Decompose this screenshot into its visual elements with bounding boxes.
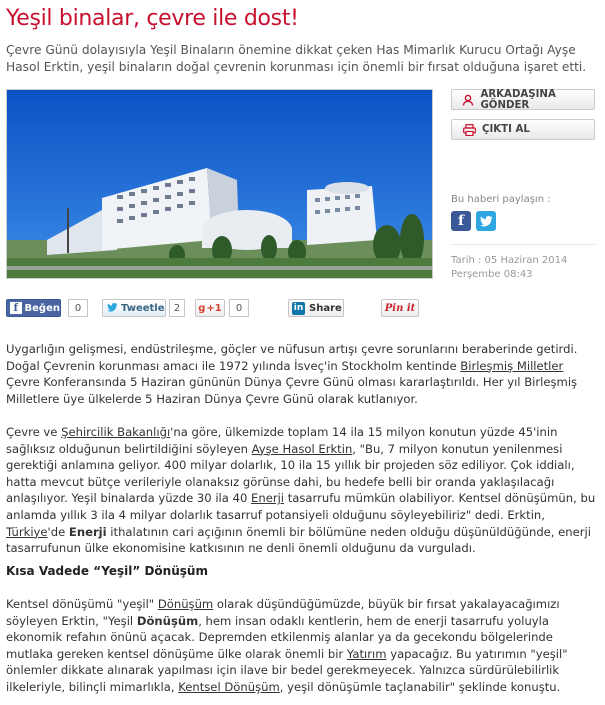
facebook-like-label: Beğen [24,302,60,314]
link-sehircilik[interactable]: Şehircilik Bakanlığı [61,425,171,439]
text-segment: , yeşil dönüşümle taçlanabilir" şeklinde konuştu. [279,679,561,694]
send-to-friend-button[interactable] [451,89,595,110]
text-segment: yapacağız. Bu yatırımın "yeşil" önlemler dikkate alınarak yapılması için ilave bir bedel gerekmeyecek. Yalnızca sürdürülebilirlik ilkeleriyle, bilinçli mimarlıkla, [6,646,568,694]
sidebar-divider [451,244,595,245]
link-enerji[interactable]: Enerji [251,491,285,506]
google-plus-icon: g [198,302,206,314]
text-segment: ithalatının cari açığının önemli bir bölümüne neden olduğu düşünüldüğünde, enerji tasarrufunun ülke ekonomisine katkısının ne denli önemli olduğunu da vurguladı. [6,524,591,556]
section-subheading: Kısa Vadede “Yeşil” Dönüşüm [6,564,208,578]
pinterest-button[interactable]: Pin it [381,299,419,317]
linkedin-icon: in [293,303,304,313]
linkedin-share-label: Share [309,302,342,314]
text-segment: Çevre ve [6,425,62,439]
text-segment: 'na göre, ülkemizde toplam 14 ila 15 milyon konutun yüzde 45'inin sağlıksız olduğunun belirtildiğini söyleyen [6,425,558,456]
link-donusum[interactable]: Dönüşüm [157,597,214,611]
tweet-label: Tweetle [121,302,165,314]
article-photo [6,89,433,279]
link-yatirim[interactable]: Yatırım [346,646,387,661]
share-bar [6,299,596,319]
facebook-icon[interactable]: f [451,211,471,231]
article-date: Tarih : 05 Haziran 2014 [451,255,568,266]
article-lead: Çevre Günü dolayısıyla Yeşil Binaların önemine dikkat çeken Has Mimarlık Kurucu Ortağı Ayşe Hasol Erktin, yeşil binaların doğal çevrenin korunması için önemli bir fırsat olduğuna işaret etti. [6,43,587,74]
google-plus-count: 0 [229,299,249,317]
twitter-icon[interactable] [476,211,496,231]
link-kentsel-donusum[interactable]: Kentsel Dönüşüm [178,679,280,694]
twitter-bird-icon [107,302,118,315]
text-segment: , "Bu, 7 milyon konutun yenilenmesi gerektiği anlamına geliyor. 400 milyar dolarlık, 10 ila 15 yıllık bir projeden söz ediliyor. Çok iddialı, hatta mevcut bütçe verileriyle olanaksız görünse dahi, bu hedefe belli bir oranda yaklaşılacağı anlaşılıyor. Yeşil binalarda yüzde 30 ila 40 [6,441,575,506]
print-button[interactable] [451,119,595,140]
paragraph-housing [6,424,596,557]
bold-term: Dönüşüm [136,613,199,628]
google-plus-label: +1 [206,302,222,314]
text-segment: olarak düşündüğümüzde, büyük bir fırsat yakalayacağımızı söyleyen Erktin, "Yeşil [6,597,560,628]
linkedin-share-button[interactable] [288,299,344,317]
paragraph-green-transformation [6,596,596,696]
paragraph-intro-text: Uygarlığın gelişmesi, endüstrileşme, göçler ve nüfusun artışı çevre sorunlarını beraberinde getirdi. Doğal Çevrenin korunması amacı ile 1972 yılında İsveç'in Stockholm kentinde Birleşmiş Milletler Çevre Konferansında 5 Haziran gününün Dünya Çevre Günü olması kararlaştırıldı. Her yıl Birleşmiş Milletlere üye ülkelerde 5 Haziran Dünya Çevre Günü olarak kutlanıyor. [6,342,578,406]
link-birlesmis-milletler[interactable]: Birleşmiş Milletler [460,358,564,373]
link-ayse-hasol-erktin[interactable]: Ayşe Hasol Erktin [251,441,353,456]
text-segment: 'de [47,524,69,539]
send-to-friend-label: ARKADAŞINA GÖNDER [480,88,556,111]
facebook-icon: f [10,302,22,314]
article-time: Perşembe 08:43 [451,269,533,280]
text-segment: Kentsel dönüşümü "yeşil" [6,597,158,611]
facebook-like-count: 0 [68,299,88,317]
google-plus-button[interactable] [195,299,225,317]
person-icon [462,93,474,107]
print-label: ÇIKTI AL [482,124,530,135]
text-segment: , hem insan odaklı kentlerin, hem de enerji tasarrufu yoluyla ekonomik refahın önünü açacak. Depremden etkilenmiş alanlar ya da gecekondu bölgelerinde mutlaka gereken kentsel dönüşüme ülke olarak önemli bir [6,613,553,661]
tweet-button[interactable] [102,299,166,317]
printer-icon [462,123,476,137]
facebook-like-button[interactable] [6,299,61,317]
share-prompt: Bu haberi paylaşın : [451,194,551,205]
article-title: Yeşil binalar, çevre ile dost! [6,6,299,31]
link-turkiye[interactable]: Türkiye [6,524,48,539]
paragraph-intro [6,341,596,407]
bold-term: Enerji [68,524,107,539]
text-segment: tasarrufu mümkün olabiliyor. Kentsel dönüşümün, bu anlamda yıllık 3 ila 4 milyar dolarlık tasarruf potansiyeli olduğunu söyleyebiliriz" dedi. Erktin, [6,491,596,522]
tweet-count: 2 [169,299,185,317]
